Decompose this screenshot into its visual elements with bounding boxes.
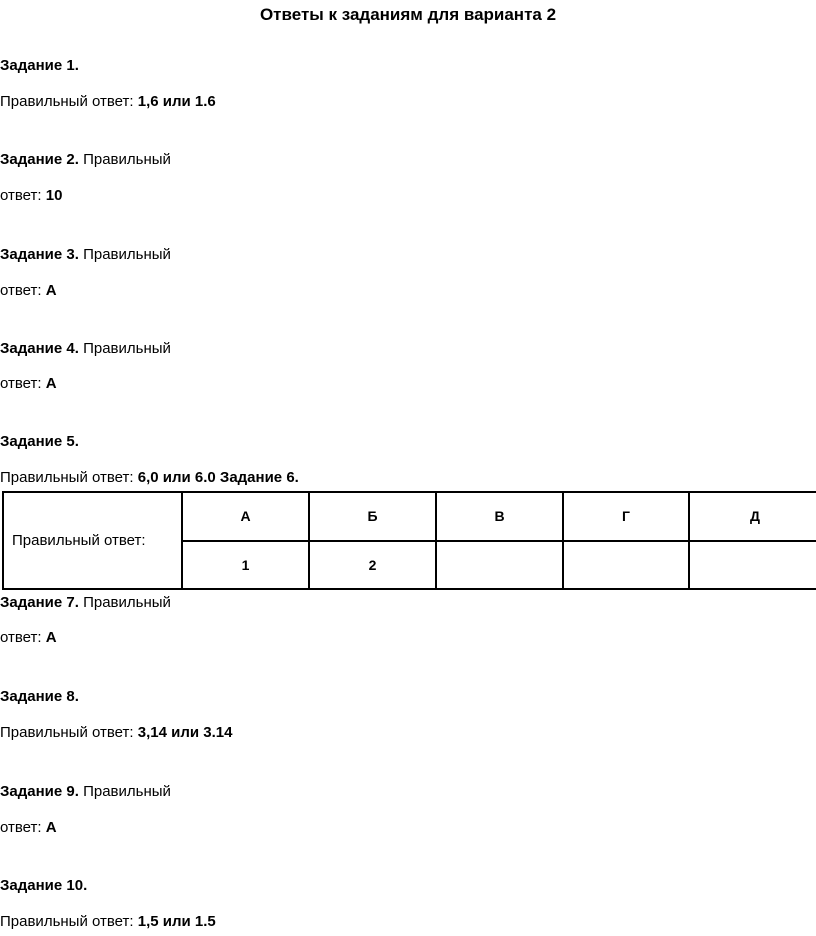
task-6-answer-table — [2, 491, 816, 590]
answer-prefix: Правильный ответ: — [0, 93, 134, 110]
task-9-answer-line — [0, 818, 57, 838]
table-value-cell — [563, 541, 689, 590]
table-header-cell: Д — [689, 492, 816, 541]
task-7-answer-line — [0, 628, 57, 648]
answer-prefix-part-2: ответ: — [0, 375, 42, 392]
task-1-heading — [0, 56, 79, 76]
task-3-heading — [0, 245, 171, 265]
task-4-heading — [0, 339, 171, 359]
table-header-row — [3, 492, 816, 541]
task-2-answer: 10 — [45, 187, 63, 204]
answer-prefix: Правильный ответ: — [0, 913, 134, 930]
table-row-label: Правильный ответ: — [3, 492, 182, 589]
task-9-label: Задание 9. — [0, 783, 79, 800]
task-7-heading — [0, 593, 171, 613]
task-1-answer: 1,6 или 1.6 — [137, 93, 216, 110]
table-header-cell: Б — [309, 492, 436, 541]
task-8-label: Задание 8. — [0, 688, 79, 705]
task-8-answer: 3,14 или 3.14 — [137, 724, 233, 741]
answer-prefix-part-1: Правильный — [83, 151, 171, 168]
task-3-label: Задание 3. — [0, 246, 79, 263]
task-7-label: Задание 7. — [0, 594, 79, 611]
task-8-answer-line — [0, 723, 232, 743]
task-2-label: Задание 2. — [0, 151, 79, 168]
answer-prefix-part-1: Правильный — [83, 594, 171, 611]
table-header-cell: В — [436, 492, 563, 541]
task-10-label: Задание 10. — [0, 877, 88, 894]
task-4-label: Задание 4. — [0, 340, 79, 357]
table-value-cell — [689, 541, 816, 590]
table-value-cell: 2 — [309, 541, 436, 590]
answer-prefix-part-1: Правильный — [83, 783, 171, 800]
task-8-heading — [0, 687, 79, 707]
task-2-answer-line — [0, 186, 62, 206]
task-6-label: Задание 6. — [219, 469, 299, 486]
table-value-cell: 1 — [182, 541, 309, 590]
answer-prefix-part-2: ответ: — [0, 187, 42, 204]
task-3-answer-line — [0, 281, 57, 301]
task-1-answer-line — [0, 92, 216, 112]
answer-prefix-part-2: ответ: — [0, 819, 42, 836]
task-9-answer: А — [45, 819, 57, 836]
task-1-label: Задание 1. — [0, 57, 79, 74]
task-10-answer-line — [0, 912, 216, 932]
task-4-answer-line — [0, 374, 57, 394]
answer-prefix-part-1: Правильный — [83, 340, 171, 357]
task-4-answer: А — [45, 375, 57, 392]
task-5-answer-line — [0, 468, 299, 488]
answer-prefix-part-2: ответ: — [0, 629, 42, 646]
task-9-heading — [0, 782, 171, 802]
table-value-cell — [436, 541, 563, 590]
answer-prefix-part-1: Правильный — [83, 246, 171, 263]
task-3-answer: А — [45, 282, 57, 299]
task-7-answer: А — [45, 629, 57, 646]
task-2-heading — [0, 150, 171, 170]
task-5-heading — [0, 432, 79, 452]
answer-prefix: Правильный ответ: — [0, 724, 134, 741]
answer-prefix-part-2: ответ: — [0, 282, 42, 299]
task-5-label: Задание 5. — [0, 433, 79, 450]
task-10-heading — [0, 876, 87, 896]
table-header-cell: Г — [563, 492, 689, 541]
page-title: Ответы к заданиям для варианта 2 — [259, 5, 557, 24]
answer-prefix: Правильный ответ: — [0, 469, 134, 486]
table-header-cell: А — [182, 492, 309, 541]
task-5-answer: 6,0 или 6.0 — [137, 469, 216, 486]
task-10-answer: 1,5 или 1.5 — [137, 913, 216, 930]
